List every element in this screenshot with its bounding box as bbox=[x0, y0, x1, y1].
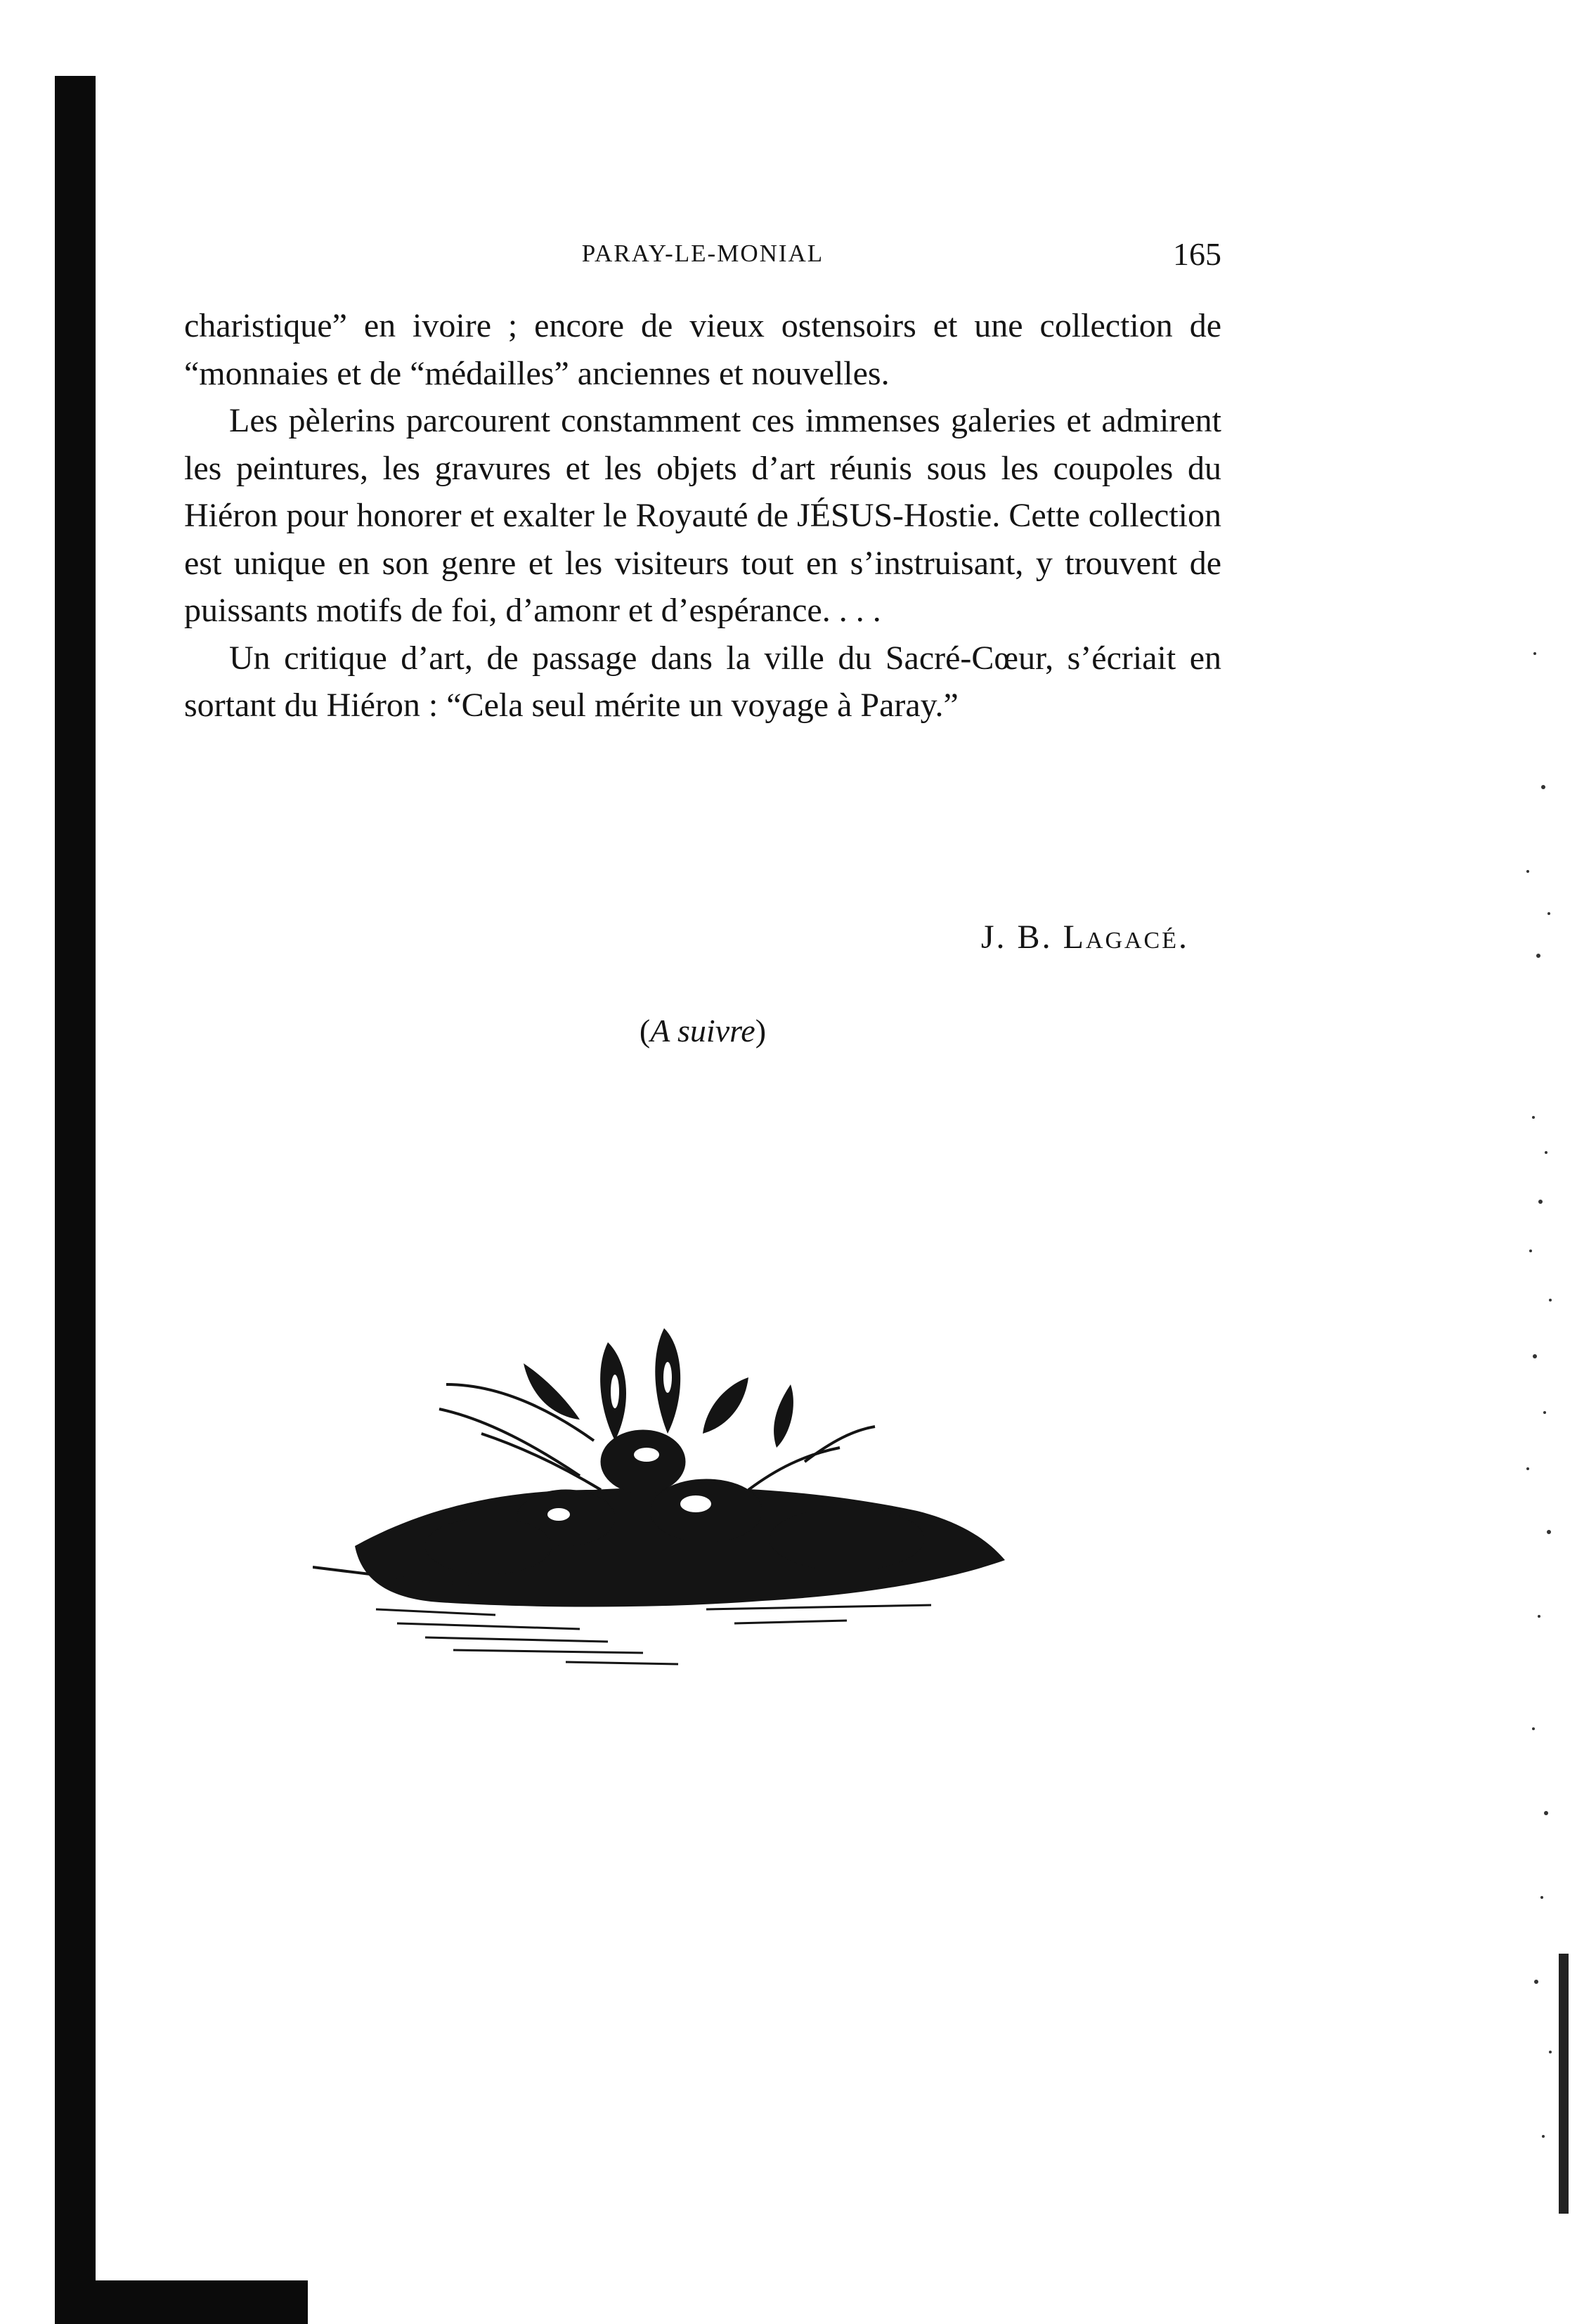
open-paren: ( bbox=[639, 1013, 651, 1049]
running-title: PARAY-LE-MONIAL bbox=[581, 240, 824, 267]
running-head bbox=[184, 235, 1221, 278]
to-be-continued bbox=[184, 1012, 1221, 1049]
paragraph-1: charistique” en ivoire ; encore de vieux ostensoirs et une collection de “monnaies et de “médailles” anciennes et nouvelles. bbox=[184, 307, 1221, 392]
binding-shadow-foot bbox=[55, 2280, 308, 2324]
binding-shadow bbox=[55, 76, 96, 2324]
scan-specks bbox=[1500, 0, 1577, 2324]
floral-vignette-icon bbox=[313, 1279, 1058, 1715]
paragraph-3: Un critique d’art, de passage dans la ville du Sacré-Cœur, s’écriait en sortant du Hiéron : “Cela seul mérite un voyage à Paray.” bbox=[184, 639, 1221, 724]
page-number: 165 bbox=[1173, 236, 1221, 272]
paragraph-2: Les pèlerins parcourent constamment ces immenses galeries et admirent les peintures, les gravures et les objets d’art réunis sous les coupoles du Hiéron pour honorer et exalter le Royauté de JÉSUS-Hostie. Cette collection est unique en son genre et les visiteurs tout en s’instruisant, y trouvent de puissants motifs de foi, d’amonr et d’espérance. . . . bbox=[184, 402, 1221, 629]
article-body bbox=[184, 302, 1221, 729]
close-paren: ) bbox=[755, 1013, 767, 1049]
author-signature: J. B. Lagacé. bbox=[980, 918, 1189, 956]
to-follow-text: A suivre bbox=[650, 1013, 755, 1049]
